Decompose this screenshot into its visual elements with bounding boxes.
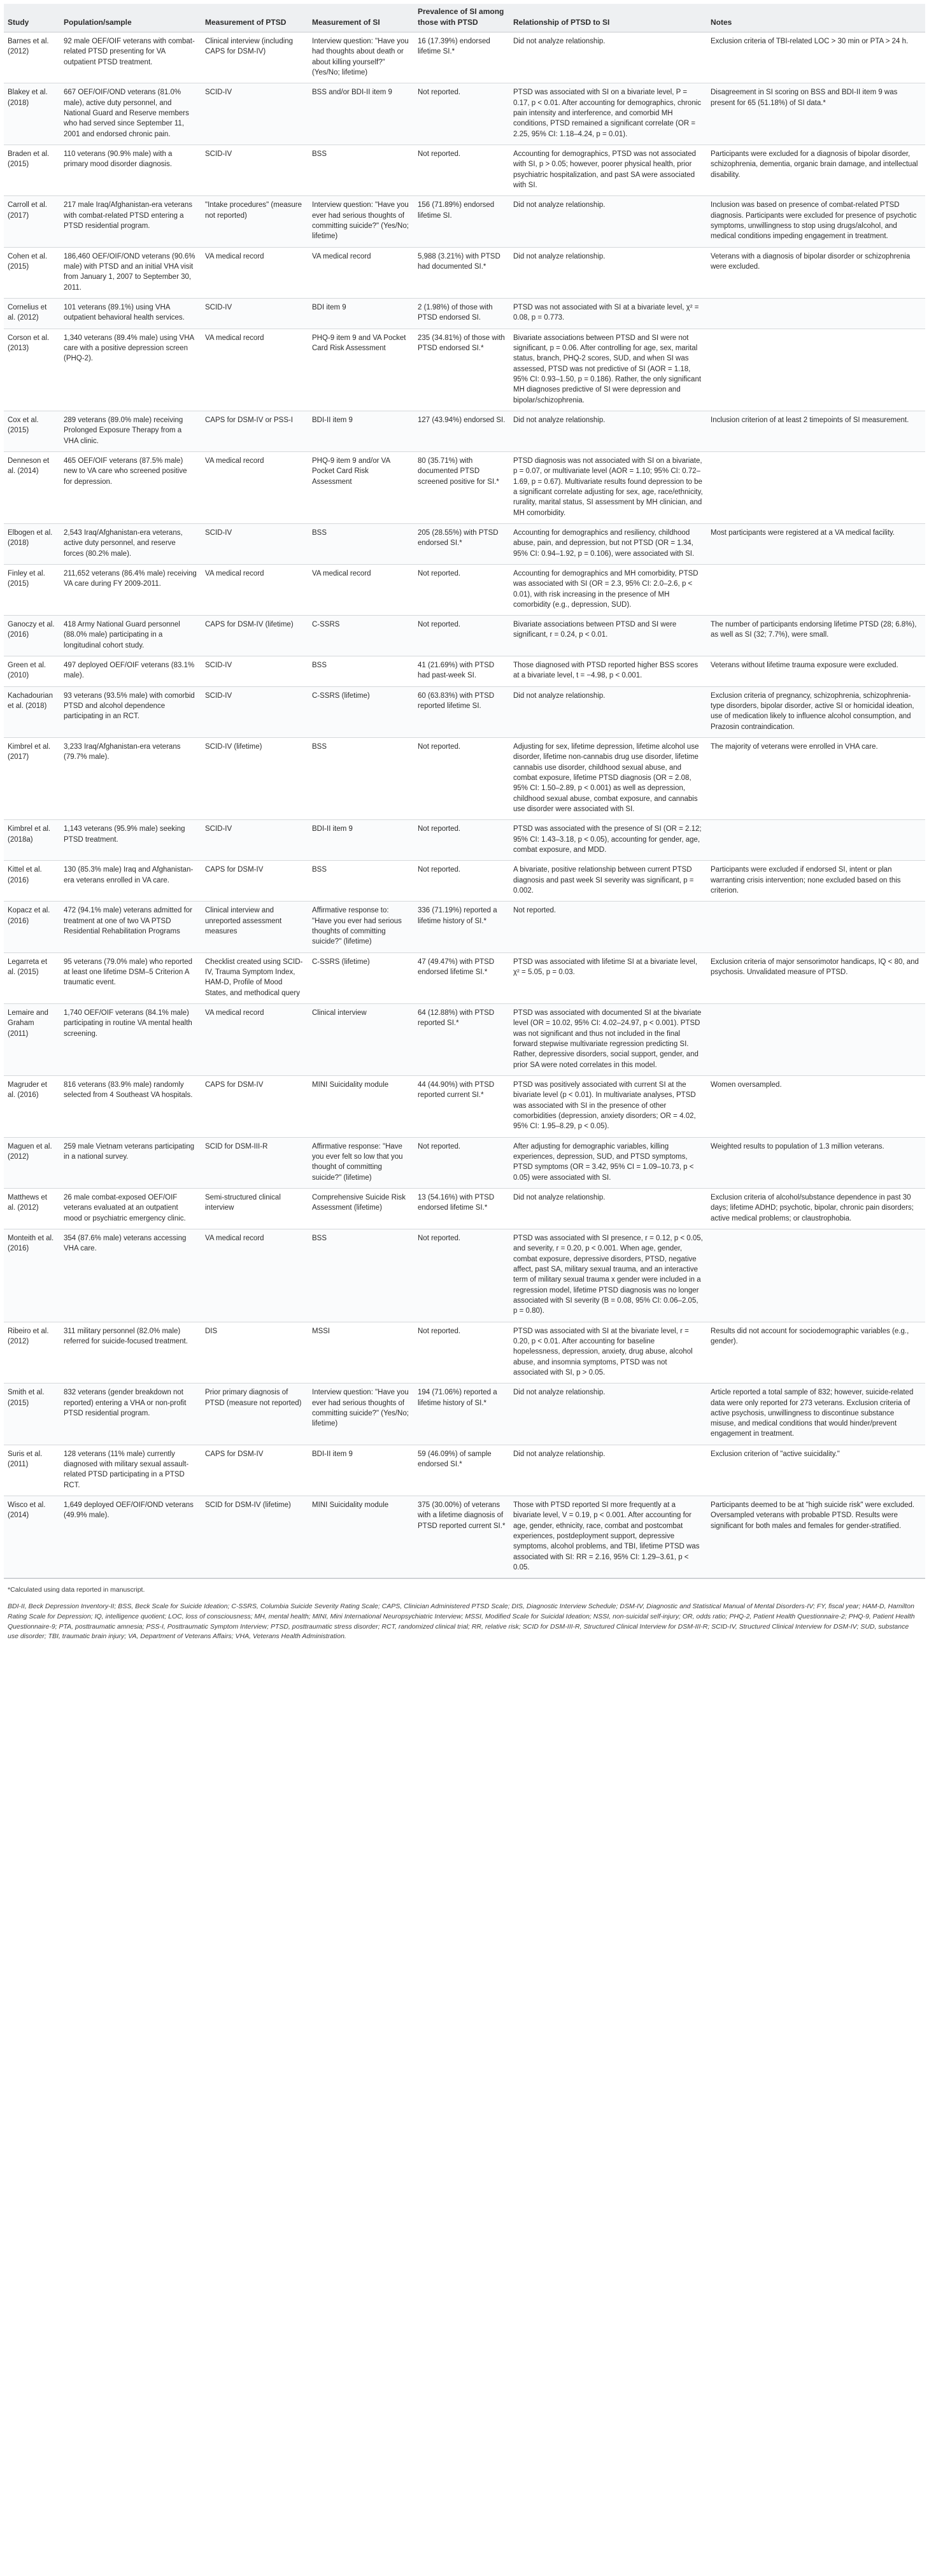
table-row	[4, 902, 925, 952]
table-row	[4, 738, 925, 820]
cell-prevalence: Not reported.	[414, 1229, 509, 1322]
cell-ptsd-measurement: SCID-IV (lifetime)	[201, 738, 308, 820]
cell-notes	[707, 1229, 925, 1322]
cell-ptsd-measurement: DIS	[201, 1322, 308, 1384]
cell-si-measurement: C-SSRS (lifetime)	[308, 686, 414, 737]
cell-population: 1,143 veterans (95.9% male) seeking PTSD treatment.	[60, 820, 201, 861]
cell-population: 816 veterans (83.9% male) randomly selected from 4 Southeast VA hospitals.	[60, 1075, 201, 1137]
cell-prevalence: Not reported.	[414, 1322, 509, 1384]
cell-notes: Participants deemed to be at "high suicide risk" were excluded. Oversampled veterans with probable PTSD. Results were significant for both males and females for gender-stratified.	[707, 1496, 925, 1578]
cell-si-measurement: BSS	[308, 523, 414, 564]
cell-relationship: After adjusting for demographic variables, killing experiences, depression, SUD, and PTSD symptoms, PTSD symptoms (OR = 3.42, 95% CI = 1.09–10.73, p < 0.05) were associated with SI.	[509, 1137, 707, 1188]
cell-notes: Weighted results to population of 1.3 million veterans.	[707, 1137, 925, 1188]
cell-study: Cox et al. (2015)	[4, 411, 60, 451]
cell-relationship: Accounting for demographics and MH comorbidity, PTSD was associated with SI (OR = 2.3, 95% CI: 2.0–2.6, p < 0.01), with risk increasing in the presence of MH comorbidity (e.g., depression, SUD).	[509, 564, 707, 615]
cell-notes: Inclusion was based on presence of combat-related PTSD diagnosis. Participants were excluded for presence of psychotic symptoms, unwillingness to stop using drugs/alcohol, and medical conditions impeding engagement in treatment.	[707, 196, 925, 247]
table-row	[4, 329, 925, 411]
table-footnotes	[4, 1578, 925, 1642]
cell-prevalence: 127 (43.94%) endorsed SI.	[414, 411, 509, 451]
cell-ptsd-measurement: CAPS for DSM-IV	[201, 1445, 308, 1496]
cell-si-measurement: Interview question: "Have you ever had serious thoughts of committing suicide?" (Yes/No; lifetime)	[308, 196, 414, 247]
cell-ptsd-measurement: SCID for DSM-III-R	[201, 1137, 308, 1188]
cell-relationship: Adjusting for sex, lifetime depression, lifetime alcohol use disorder, lifetime non-cannabis drug use disorder, lifetime cannabis use disorder, childhood sexual abuse, and combat exposure, lifetime PTSD diagnosis (OR = 2.08, 95% CI: 1.50–2.89, p < 0.001) as well as depression, childhood sexual abuse, combat exposure, and cannabis use disorder were associated with SI.	[509, 738, 707, 820]
cell-relationship: PTSD was associated with the presence of SI (OR = 2.12; 95% CI: 1.43–3.18, p < 0.05), accounting for gender, age, combat exposure, and MDD.	[509, 820, 707, 861]
cell-study: Legarreta et al. (2015)	[4, 952, 60, 1003]
table-row	[4, 1496, 925, 1578]
table-row	[4, 686, 925, 737]
cell-population: 130 (85.3% male) Iraq and Afghanistan-era veterans enrolled in VA care.	[60, 861, 201, 902]
cell-si-measurement: BSS	[308, 1229, 414, 1322]
table-row	[4, 1322, 925, 1384]
table-row	[4, 952, 925, 1003]
cell-si-measurement: Clinical interview	[308, 1004, 414, 1076]
cell-study: Maguen et al. (2012)	[4, 1137, 60, 1188]
cell-population: 667 OEF/OIF/OND veterans (81.0% male), active duty personnel, and National Guard and Reserve members who had served since September 11, 2001 and endorsed chronic pain.	[60, 83, 201, 145]
cell-prevalence: 336 (71.19%) reported a lifetime history of SI.*	[414, 902, 509, 952]
cell-population: 354 (87.6% male) veterans accessing VHA care.	[60, 1229, 201, 1322]
table-row	[4, 196, 925, 247]
cell-study: Cornelius et al. (2012)	[4, 298, 60, 329]
cell-relationship: Did not analyze relationship.	[509, 1188, 707, 1229]
cell-ptsd-measurement: CAPS for DSM-IV	[201, 861, 308, 902]
cell-study: Ganoczy et al. (2016)	[4, 616, 60, 656]
cell-relationship: PTSD was positively associated with current SI at the bivariate level (p < 0.01). In multivariate analyses, PTSD was associated with SI in the presence of other comorbidities (depression, anxiety disorders; OR = 4.02, 95% CI: 1.95–8.29, p < 0.05).	[509, 1075, 707, 1137]
cell-prevalence: Not reported.	[414, 83, 509, 145]
table-row	[4, 820, 925, 861]
cell-ptsd-measurement: VA medical record	[201, 451, 308, 523]
cell-population: 217 male Iraq/Afghanistan-era veterans with combat-related PTSD entering a PTSD residential program.	[60, 196, 201, 247]
cell-prevalence: 156 (71.89%) endorsed lifetime SI.	[414, 196, 509, 247]
table-row	[4, 564, 925, 615]
cell-notes	[707, 564, 925, 615]
cell-prevalence: 59 (46.09%) of sample endorsed SI.*	[414, 1445, 509, 1496]
cell-relationship: Did not analyze relationship.	[509, 32, 707, 83]
cell-prevalence: 47 (49.47%) with PTSD endorsed lifetime SI.*	[414, 952, 509, 1003]
table-row	[4, 32, 925, 83]
table-row	[4, 523, 925, 564]
cell-relationship: Bivariate associations between PTSD and SI were significant, r = 0.24, p < 0.01.	[509, 616, 707, 656]
cell-prevalence: 16 (17.39%) endorsed lifetime SI.*	[414, 32, 509, 83]
studies-table	[4, 4, 925, 1578]
cell-population: 259 male Vietnam veterans participating in a national survey.	[60, 1137, 201, 1188]
cell-relationship: Did not analyze relationship.	[509, 1445, 707, 1496]
cell-si-measurement: Interview question: "Have you ever had serious thoughts of committing suicide?" (Yes/No; lifetime)	[308, 1384, 414, 1445]
table-row	[4, 1137, 925, 1188]
footnote-abbreviations: BDI-II, Beck Depression Inventory-II; BSS, Beck Scale for Suicide Ideation; C-SSRS, Columbia Suicide Severity Rating Scale; CAPS, Clinician Administered PTSD Scale; DIS, Diagnostic Interview Schedule; DSM-IV, Diagnostic and Statistical Manual of Mental Disorders-IV; FY, fiscal year; HAM-D, Hamilton Rating Scale for Depression; IQ, intelligence quotient; LOC, loss of consciousness; MH, mental health; MINI, Mini International Neuropsychiatric Interview; MSSI, Modified Scale for Suicidal Ideation; NSSI, non-suicidal self-injury; OR, odds ratio; PHQ-2, Patient Health Questionnaire-2; PHQ-9, Patient Health Questionnaire-9; PTA, posttraumatic amnesia; PSS-I, Posttraumatic Symptom Interview; PTSD, posttraumatic stress disorder; RCT, randomized clinical trial; RR, relative risk; SCID for DSM-III-R, Structured Clinical Interview for DSM-III-R; SCID-IV, Structured Clinical Interview for DSM-IV; SUD, substance use disorder; TBI, traumatic brain injury; VA, Department of Veterans Affairs; VHA, Veterans Health Administration.	[8, 1603, 915, 1641]
cell-population: 465 OEF/OIF veterans (87.5% male) new to VA care who screened positive for depression.	[60, 451, 201, 523]
cell-ptsd-measurement: Clinical interview (including CAPS for DSM-IV)	[201, 32, 308, 83]
cell-prevalence: Not reported.	[414, 738, 509, 820]
header-si-measurement: Measurement of SI	[308, 4, 414, 32]
cell-ptsd-measurement: SCID-IV	[201, 298, 308, 329]
table-row	[4, 1075, 925, 1137]
cell-ptsd-measurement: Clinical interview and unreported assessment measures	[201, 902, 308, 952]
cell-prevalence: Not reported.	[414, 145, 509, 196]
cell-si-measurement: Affirmative response to: "Have you ever had serious thoughts of committing suicide?" (lifetime)	[308, 902, 414, 952]
cell-notes: Participants were excluded for a diagnosis of bipolar disorder, schizophrenia, dementia, organic brain damage, and intellectual disability.	[707, 145, 925, 196]
cell-prevalence: 80 (35.71%) with documented PTSD screened positive for SI.*	[414, 451, 509, 523]
cell-relationship: PTSD was associated with lifetime SI at a bivariate level, χ² = 5.05, p = 0.03.	[509, 952, 707, 1003]
cell-ptsd-measurement: SCID-IV	[201, 145, 308, 196]
cell-relationship: Did not analyze relationship.	[509, 1384, 707, 1445]
cell-relationship: Accounting for demographics, PTSD was not associated with SI, p > 0.05; however, poorer physical health, prior psychiatric hospitalization, and past SA were associated with SI.	[509, 145, 707, 196]
cell-prevalence: Not reported.	[414, 564, 509, 615]
cell-prevalence: 5,988 (3.21%) with PTSD had documented SI.*	[414, 247, 509, 298]
cell-prevalence: Not reported.	[414, 616, 509, 656]
table-row	[4, 616, 925, 656]
table-row	[4, 1445, 925, 1496]
cell-relationship: Did not analyze relationship.	[509, 247, 707, 298]
cell-prevalence: Not reported.	[414, 820, 509, 861]
cell-study: Barnes et al. (2012)	[4, 32, 60, 83]
cell-ptsd-measurement: VA medical record	[201, 247, 308, 298]
cell-relationship: Accounting for demographics and resiliency, childhood abuse, pain, and depression, but not PTSD (OR = 1.34, 95% CI: 0.94–1.92, p = 0.106), were associated with SI.	[509, 523, 707, 564]
cell-prevalence: 13 (54.16%) with PTSD endorsed lifetime SI.*	[414, 1188, 509, 1229]
cell-notes: Exclusion criteria of major sensorimotor handicaps, IQ < 80, and psychosis. Unvalidated measure of PTSD.	[707, 952, 925, 1003]
cell-ptsd-measurement: SCID-IV	[201, 686, 308, 737]
cell-population: 186,460 OEF/OIF/OND veterans (90.6% male) with PTSD and an initial VHA visit from January 1, 2007 to September 30, 2011.	[60, 247, 201, 298]
table-row	[4, 298, 925, 329]
cell-si-measurement: Affirmative response: "Have you ever felt so low that you thought of committing suicide?" (lifetime)	[308, 1137, 414, 1188]
cell-ptsd-measurement: VA medical record	[201, 1229, 308, 1322]
cell-ptsd-measurement: SCID-IV	[201, 820, 308, 861]
cell-study: Kimbrel et al. (2018a)	[4, 820, 60, 861]
cell-notes: Exclusion criteria of alcohol/substance dependence in past 30 days; lifetime ADHD; psychotic, bipolar, chronic pain disorders; active medical problems; or claustrophobia.	[707, 1188, 925, 1229]
cell-si-measurement: BSS	[308, 861, 414, 902]
cell-notes: The majority of veterans were enrolled in VHA care.	[707, 738, 925, 820]
cell-notes	[707, 451, 925, 523]
cell-relationship: Did not analyze relationship.	[509, 411, 707, 451]
cell-prevalence: 2 (1.98%) of those with PTSD endorsed SI.	[414, 298, 509, 329]
cell-population: 497 deployed OEF/OIF veterans (83.1% male).	[60, 656, 201, 687]
cell-ptsd-measurement: SCID-IV	[201, 523, 308, 564]
table-row	[4, 1384, 925, 1445]
footnote-calculated: *Calculated using data reported in manuscript.	[8, 1586, 145, 1594]
cell-population: 95 veterans (79.0% male) who reported at least one lifetime DSM–5 Criterion A traumatic event.	[60, 952, 201, 1003]
cell-notes: Exclusion criteria of pregnancy, schizophrenia, schizophrenia-type disorders, bipolar disorder, active SI or homicidal ideation, use of medication likely to influence alcohol consumption, and Prazosin contraindication.	[707, 686, 925, 737]
cell-population: 311 military personnel (82.0% male) referred for suicide-focused treatment.	[60, 1322, 201, 1384]
header-study: Study	[4, 4, 60, 32]
header-row	[4, 4, 925, 32]
cell-relationship: PTSD diagnosis was not associated with SI on a bivariate, p = 0.07, or multivariate level (AOR = 1.10; 95% CI: 0.72–1.69, p = 0.67). Multivariate results found depression to be a significant correlate adjusting for sex, age, race/ethnicity, rurality, marital status, SI assessment by MH clinician, and MH comorbidity.	[509, 451, 707, 523]
cell-study: Green et al. (2010)	[4, 656, 60, 687]
cell-si-measurement: BSS and/or BDI-II item 9	[308, 83, 414, 145]
cell-ptsd-measurement: Checklist created using SCID-IV, Trauma Symptom Index, HAM-D, Profile of Mood States, and methodical query	[201, 952, 308, 1003]
table-row	[4, 411, 925, 451]
header-population: Population/sample	[60, 4, 201, 32]
cell-notes: Results did not account for sociodemographic variables (e.g., gender).	[707, 1322, 925, 1384]
cell-si-measurement: Interview question: "Have you had thoughts about death or about killing yourself?" (Yes/No; lifetime)	[308, 32, 414, 83]
cell-prevalence: 235 (34.81%) of those with PTSD endorsed SI.*	[414, 329, 509, 411]
cell-si-measurement: BSS	[308, 145, 414, 196]
cell-ptsd-measurement: Prior primary diagnosis of PTSD (measure not reported)	[201, 1384, 308, 1445]
cell-notes: Inclusion criterion of at least 2 timepoints of SI measurement.	[707, 411, 925, 451]
cell-population: 1,740 OEF/OIF veterans (84.1% male) participating in routine VA mental health screening.	[60, 1004, 201, 1076]
cell-population: 110 veterans (90.9% male) with a primary mood disorder diagnosis.	[60, 145, 201, 196]
cell-si-measurement: BSS	[308, 656, 414, 687]
cell-notes: Disagreement in SI scoring on BSS and BDI-II item 9 was present for 65 (51.18%) of SI data.*	[707, 83, 925, 145]
cell-study: Matthews et al. (2012)	[4, 1188, 60, 1229]
table-header	[4, 4, 925, 32]
cell-study: Wisco et al. (2014)	[4, 1496, 60, 1578]
table-row	[4, 1188, 925, 1229]
header-notes: Notes	[707, 4, 925, 32]
table-row	[4, 1004, 925, 1076]
cell-ptsd-measurement: VA medical record	[201, 1004, 308, 1076]
cell-si-measurement: BDI-II item 9	[308, 411, 414, 451]
cell-notes: Article reported a total sample of 832; however, suicide-related data were only reported for 273 veterans. Exclusion criteria of active psychosis, unwillingness to discontinue substance misuse, and medical conditions that would hinder/prevent engagement in treatment.	[707, 1384, 925, 1445]
table-body	[4, 32, 925, 1578]
cell-relationship: Not reported.	[509, 902, 707, 952]
cell-population: 211,652 veterans (86.4% male) receiving VA care during FY 2009-2011.	[60, 564, 201, 615]
table-row	[4, 656, 925, 687]
cell-population: 472 (94.1% male) veterans admitted for treatment at one of two VA PTSD Residential Rehabilitation Programs	[60, 902, 201, 952]
cell-si-measurement: PHQ-9 item 9 and/or VA Pocket Card Risk Assessment	[308, 451, 414, 523]
cell-si-measurement: C-SSRS	[308, 616, 414, 656]
cell-study: Kittel et al. (2016)	[4, 861, 60, 902]
cell-population: 93 veterans (93.5% male) with comorbid PTSD and alcohol dependence participating in an RCT.	[60, 686, 201, 737]
cell-study: Magruder et al. (2016)	[4, 1075, 60, 1137]
cell-relationship: PTSD was associated with SI presence, r = 0.12, p < 0.05, and severity, r = 0.20, p < 0.001. When age, gender, combat exposure, depressive disorders, PTSD, negative affect, past SA, military sexual trauma, and an interactive term of military sexual trauma x gender were included in a regression model, lifetime PTSD diagnosis was no longer associated with SI severity (B = 0.08, 95% CI: 0.06–2.05, p = 0.80).	[509, 1229, 707, 1322]
cell-notes	[707, 1004, 925, 1076]
cell-notes	[707, 902, 925, 952]
cell-prevalence: 375 (30.00%) of veterans with a lifetime diagnosis of PTSD reported current SI.*	[414, 1496, 509, 1578]
cell-prevalence: 205 (28.55%) with PTSD endorsed SI.*	[414, 523, 509, 564]
cell-study: Ribeiro et al. (2012)	[4, 1322, 60, 1384]
cell-population: 418 Army National Guard personnel (88.0% male) participating in a longitudinal cohort study.	[60, 616, 201, 656]
cell-si-measurement: BDI item 9	[308, 298, 414, 329]
cell-relationship: A bivariate, positive relationship between current PTSD diagnosis and past week SI severity was significant, p = 0.002.	[509, 861, 707, 902]
cell-study: Smith et al. (2015)	[4, 1384, 60, 1445]
cell-ptsd-measurement: "Intake procedures" (measure not reported)	[201, 196, 308, 247]
cell-relationship: PTSD was associated with SI on a bivariate level, P = 0.17, p < 0.01. After accounting for demographics, chronic pain intensity and interference, and comorbid MH conditions, PTSD remained a significant correlate (OR = 2.25, 95% CI: 1.18–4.24, p = 0.01).	[509, 83, 707, 145]
cell-population: 2,543 Iraq/Afghanistan-era veterans, active duty personnel, and reserve forces (80.2% male).	[60, 523, 201, 564]
cell-population: 101 veterans (89.1%) using VHA outpatient behavioral health services.	[60, 298, 201, 329]
cell-prevalence: Not reported.	[414, 1137, 509, 1188]
cell-study: Lemaire and Graham (2011)	[4, 1004, 60, 1076]
cell-study: Monteith et al. (2016)	[4, 1229, 60, 1322]
cell-population: 92 male OEF/OIF veterans with combat-related PTSD presenting for VA outpatient PTSD treatment.	[60, 32, 201, 83]
cell-notes: Veterans without lifetime trauma exposure were excluded.	[707, 656, 925, 687]
table-row	[4, 1229, 925, 1322]
cell-ptsd-measurement: CAPS for DSM-IV or PSS-I	[201, 411, 308, 451]
cell-population: 1,649 deployed OEF/OIF/OND veterans (49.9% male).	[60, 1496, 201, 1578]
cell-ptsd-measurement: VA medical record	[201, 329, 308, 411]
cell-relationship: PTSD was associated with SI at the bivariate level, r = 0.20, p < 0.01. After accounting for baseline hopelessness, depression, anxiety, drug abuse, alcohol abuse, and insomnia symptoms, PTSD was not associated with SI, p > 0.05.	[509, 1322, 707, 1384]
cell-prevalence: 41 (21.69%) with PTSD had past-week SI.	[414, 656, 509, 687]
cell-study: Kachadourian et al. (2018)	[4, 686, 60, 737]
cell-study: Corson et al. (2013)	[4, 329, 60, 411]
cell-relationship: Those diagnosed with PTSD reported higher BSS scores at a bivariate level, t = −4.98, p < 0.001.	[509, 656, 707, 687]
cell-relationship: Did not analyze relationship.	[509, 196, 707, 247]
cell-notes	[707, 820, 925, 861]
cell-population: 289 veterans (89.0% male) receiving Prolonged Exposure Therapy from a VHA clinic.	[60, 411, 201, 451]
cell-study: Finley et al. (2015)	[4, 564, 60, 615]
cell-notes	[707, 298, 925, 329]
table-row	[4, 451, 925, 523]
table-row	[4, 83, 925, 145]
cell-prevalence: 44 (44.90%) with PTSD reported current SI.*	[414, 1075, 509, 1137]
cell-si-measurement: BDI-II item 9	[308, 820, 414, 861]
cell-prevalence: 64 (12.88%) with PTSD reported SI.*	[414, 1004, 509, 1076]
header-prevalence: Prevalence of SI among those with PTSD	[414, 4, 509, 32]
cell-study: Elbogen et al. (2018)	[4, 523, 60, 564]
cell-study: Braden et al. (2015)	[4, 145, 60, 196]
cell-si-measurement: VA medical record	[308, 564, 414, 615]
cell-relationship: Did not analyze relationship.	[509, 686, 707, 737]
cell-prevalence: 60 (63.83%) with PTSD reported lifetime SI.	[414, 686, 509, 737]
cell-relationship: PTSD was not associated with SI at a bivariate level, χ² = 0.08, p = 0.773.	[509, 298, 707, 329]
header-ptsd-measurement: Measurement of PTSD	[201, 4, 308, 32]
cell-si-measurement: PHQ-9 item 9 and VA Pocket Card Risk Assessment	[308, 329, 414, 411]
cell-study: Kimbrel et al. (2017)	[4, 738, 60, 820]
cell-si-measurement: VA medical record	[308, 247, 414, 298]
cell-ptsd-measurement: SCID for DSM-IV (lifetime)	[201, 1496, 308, 1578]
cell-ptsd-measurement: CAPS for DSM-IV (lifetime)	[201, 616, 308, 656]
cell-study: Suris et al. (2011)	[4, 1445, 60, 1496]
cell-ptsd-measurement: SCID-IV	[201, 656, 308, 687]
cell-population: 1,340 veterans (89.4% male) using VHA care with a positive depression screen (PHQ-2).	[60, 329, 201, 411]
cell-ptsd-measurement: Semi-structured clinical interview	[201, 1188, 308, 1229]
cell-notes: Exclusion criteria of TBI-related LOC > 30 min or PTA > 24 h.	[707, 32, 925, 83]
cell-ptsd-measurement: CAPS for DSM-IV	[201, 1075, 308, 1137]
cell-si-measurement: C-SSRS (lifetime)	[308, 952, 414, 1003]
cell-notes: Exclusion criterion of "active suicidality."	[707, 1445, 925, 1496]
cell-study: Denneson et al. (2014)	[4, 451, 60, 523]
table-row	[4, 247, 925, 298]
cell-si-measurement: BDI-II item 9	[308, 1445, 414, 1496]
header-relationship: Relationship of PTSD to SI	[509, 4, 707, 32]
cell-notes: Most participants were registered at a VA medical facility.	[707, 523, 925, 564]
cell-study: Cohen et al. (2015)	[4, 247, 60, 298]
cell-notes: Participants were excluded if endorsed SI, intent or plan warranting crisis intervention; none excluded based on this criterion.	[707, 861, 925, 902]
cell-si-measurement: MINI Suicidality module	[308, 1075, 414, 1137]
cell-notes: The number of participants endorsing lifetime PTSD (28; 6.8%), as well as SI (32; 7.7%), were small.	[707, 616, 925, 656]
cell-prevalence: Not reported.	[414, 861, 509, 902]
table-row	[4, 861, 925, 902]
cell-population: 832 veterans (gender breakdown not reported) entering a VHA or non-profit PTSD residential program.	[60, 1384, 201, 1445]
cell-study: Carroll et al. (2017)	[4, 196, 60, 247]
cell-si-measurement: MSSI	[308, 1322, 414, 1384]
cell-population: 3,233 Iraq/Afghanistan-era veterans (79.7% male).	[60, 738, 201, 820]
cell-population: 26 male combat-exposed OEF/OIF veterans evaluated at an outpatient mood or psychiatric emergency clinic.	[60, 1188, 201, 1229]
cell-relationship: Bivariate associations between PTSD and SI were not significant, p = 0.06. After controlling for age, sex, marital status, branch, PHQ-2 scores, SUD, and when SI was assessed, PTSD was not predictive of SI (AOR = 1.18, 95% CI: 0.93–1.50, p = 0.186). Rather, the only significant MH diagnoses predictive of SI were depression and bipolar/schizophrenia.	[509, 329, 707, 411]
cell-notes: Veterans with a diagnosis of bipolar disorder or schizophrenia were excluded.	[707, 247, 925, 298]
cell-relationship: PTSD was associated with documented SI at the bivariate level (OR = 10.02, 95% CI: 4.02–24.97, p < 0.001). PTSD was not significant and thus not included in the final forward stepwise multivariate regression predicting SI. Rather, depressive disorders, social support, gender, and prior SA were noted correlates in this model.	[509, 1004, 707, 1076]
cell-study: Kopacz et al. (2016)	[4, 902, 60, 952]
cell-ptsd-measurement: VA medical record	[201, 564, 308, 615]
table-row	[4, 145, 925, 196]
cell-si-measurement: BSS	[308, 738, 414, 820]
cell-population: 128 veterans (11% male) currently diagnosed with military sexual assault-related PTSD participating in a PTSD RCT.	[60, 1445, 201, 1496]
cell-notes	[707, 329, 925, 411]
cell-ptsd-measurement: SCID-IV	[201, 83, 308, 145]
cell-relationship: Those with PTSD reported SI more frequently at a bivariate level, V = 0.19, p < 0.001. After accounting for age, gender, ethnicity, race, combat and postcombat experiences, postdeployment support, depressive symptoms, alcohol problems, and TBI, lifetime PTSD was associated with SI: RR = 2.16, 95% CI: 1.29–3.61, p < 0.05.	[509, 1496, 707, 1578]
cell-si-measurement: MINI Suicidality module	[308, 1496, 414, 1578]
cell-prevalence: 194 (71.06%) reported a lifetime history of SI.*	[414, 1384, 509, 1445]
cell-notes: Women oversampled.	[707, 1075, 925, 1137]
cell-study: Blakey et al. (2018)	[4, 83, 60, 145]
cell-si-measurement: Comprehensive Suicide Risk Assessment (lifetime)	[308, 1188, 414, 1229]
